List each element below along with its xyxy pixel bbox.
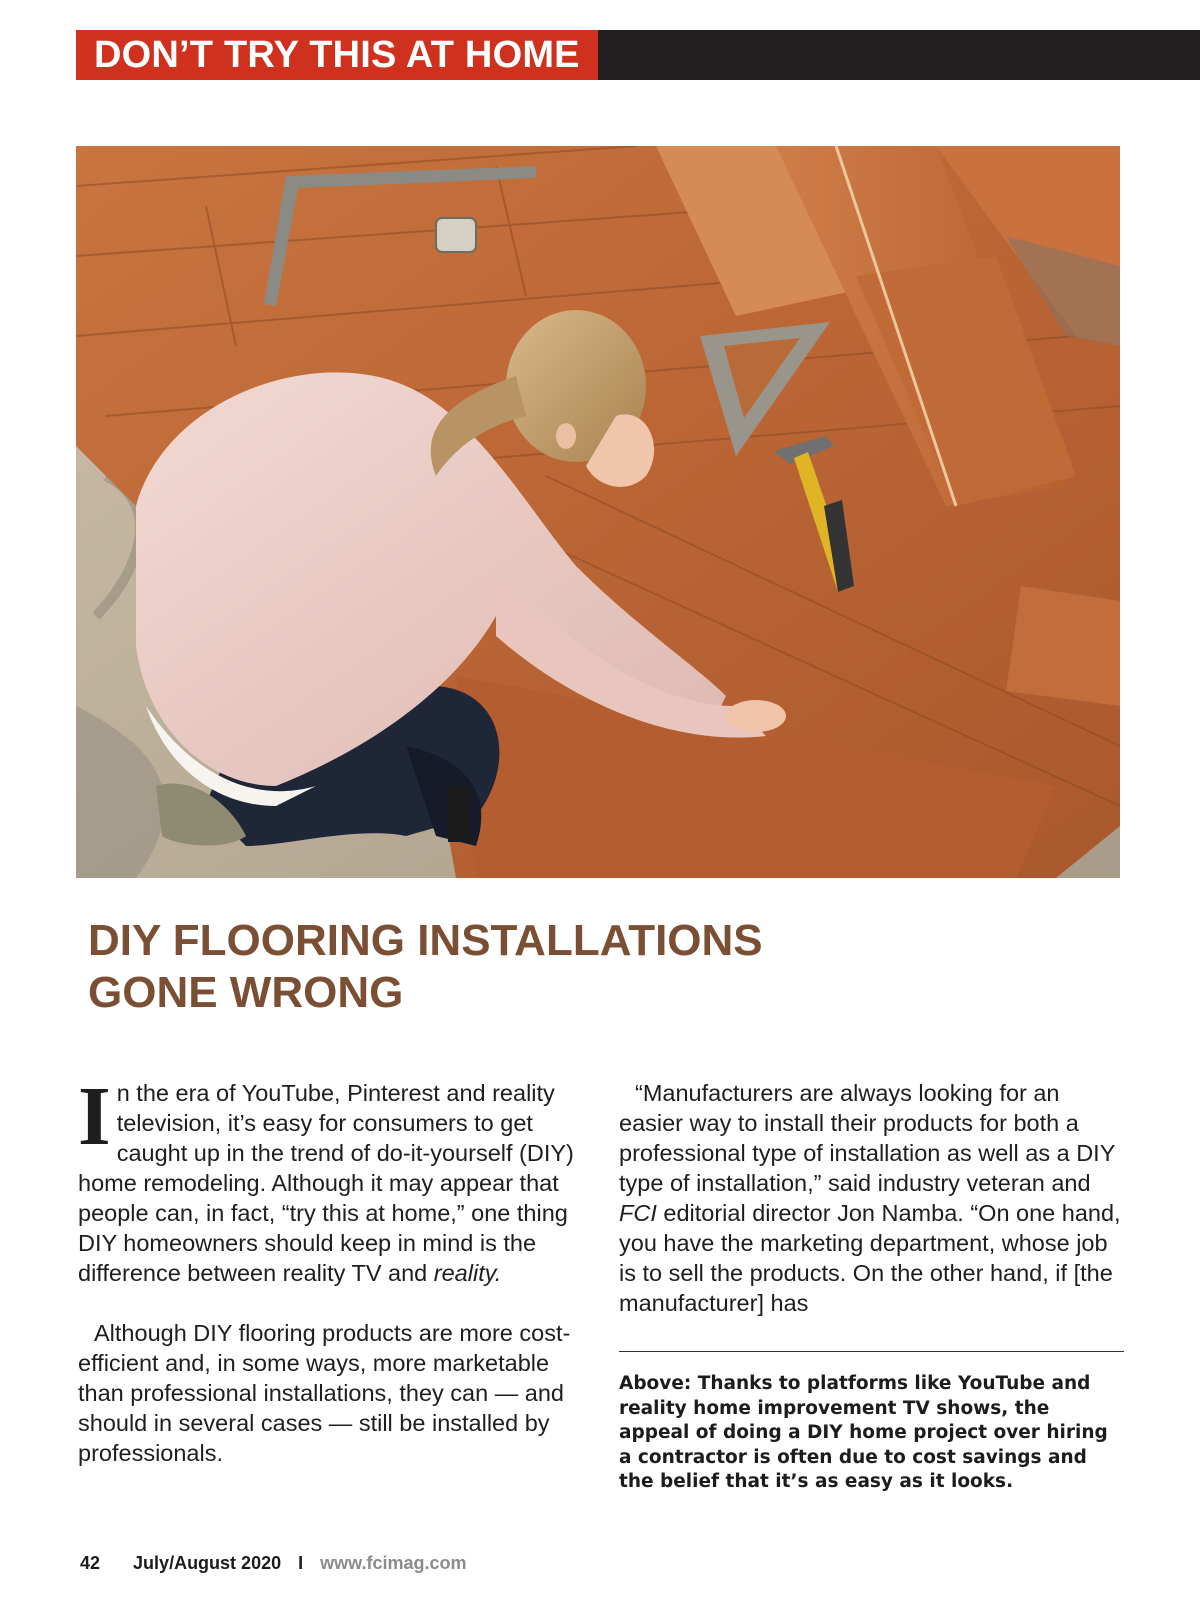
- page-number: 42: [80, 1553, 101, 1573]
- issue-date: July/August 2020: [133, 1553, 282, 1573]
- paragraph-1-text: n the era of YouTube, Pinterest and reality television, it’s easy for consumers to get caught up in the trend of do-it-yourself (DIY) home remodeling. Although it may appear that people can, in fact, “try this at home,” one thing DIY homeowners should keep in mind is the difference between reality TV and: [78, 1080, 574, 1286]
- article-paragraph-1: [78, 1070, 590, 1288]
- footer-separator: I: [298, 1553, 304, 1573]
- paragraph-3-after: editorial director Jon Namba. “On one hand, you have the marketing department, whose job is to sell the products. On the other hand, if [the manufacturer] has: [619, 1200, 1121, 1316]
- photo-woman-installing-flooring-icon: [76, 146, 1120, 878]
- article-column-right: [619, 1078, 1124, 1318]
- drop-cap: I: [78, 1070, 111, 1163]
- article-paragraph-2: Although DIY flooring products are more cost-efficient and, in some ways, more marketable than professional installations, they can — and should in several cases — still be installed by professionals.: [78, 1320, 571, 1466]
- article-paragraph-3: [619, 1078, 1124, 1318]
- publication-name: FCI: [619, 1200, 657, 1226]
- section-banner: [76, 30, 1200, 80]
- website-link[interactable]: www.fcimag.com: [320, 1553, 467, 1573]
- page-footer: [80, 1552, 467, 1574]
- caption-divider: [619, 1351, 1124, 1352]
- paragraph-3-before: “Manufacturers are always looking for an easier way to install their products for both a professional type of installation as well as a DIY type of installation,” said industry veteran and: [619, 1080, 1115, 1196]
- paragraph-1-italic: reality.: [433, 1260, 502, 1286]
- article-column-left: [78, 1070, 590, 1468]
- section-title: DON’T TRY THIS AT HOME: [76, 30, 598, 80]
- photo-caption: Above: Thanks to platforms like YouTube and reality home improvement TV shows, the appeal of doing a DIY home project over hiring a contractor is often due to cost savings and the belief that it’s as easy as it looks.: [619, 1373, 1108, 1492]
- headline-line-1: DIY FLOORING INSTALLATIONS: [88, 916, 763, 965]
- headline-line-2: GONE WRONG: [88, 968, 404, 1017]
- hero-photo: [76, 146, 1120, 878]
- article-headline: [88, 915, 988, 1019]
